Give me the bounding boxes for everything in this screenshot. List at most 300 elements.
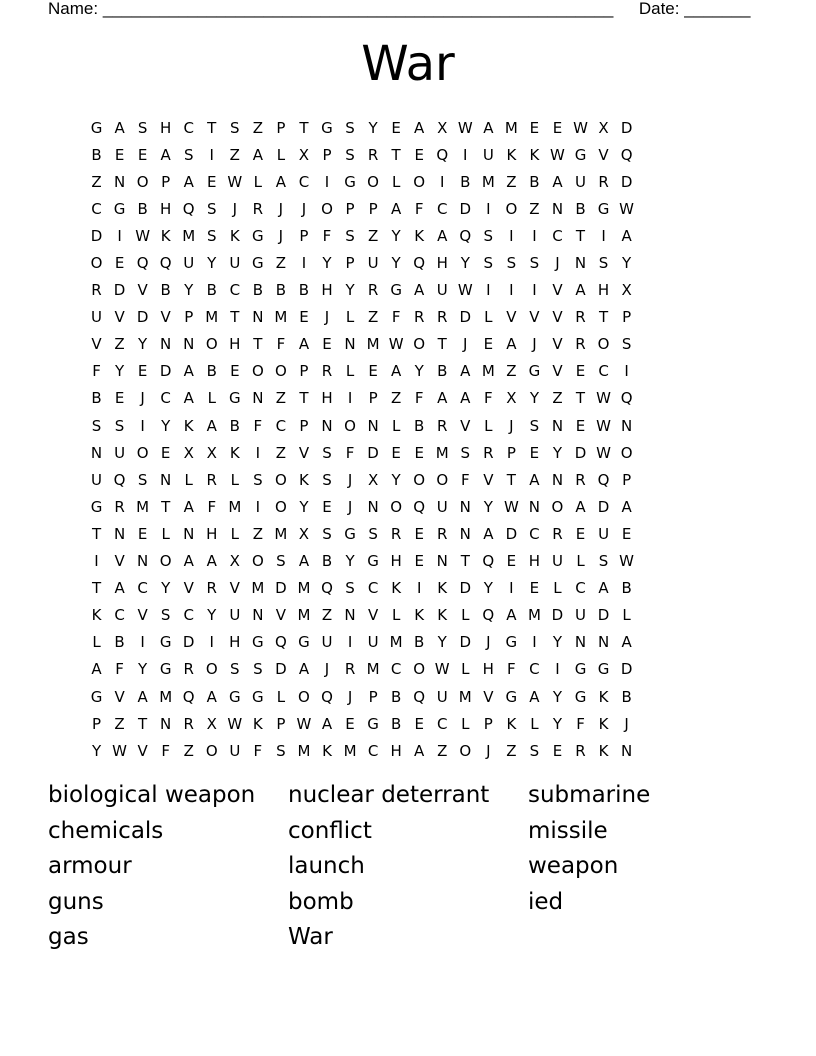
grid-letter[interactable]: Y [161, 416, 171, 435]
grid-letter[interactable]: J [486, 741, 491, 760]
grid-letter[interactable]: Y [552, 687, 563, 706]
grid-letter[interactable]: O [205, 335, 218, 354]
grid-letter[interactable]: U [229, 254, 241, 273]
grid-letter[interactable]: Y [138, 660, 148, 679]
grid-letter[interactable]: S [345, 226, 355, 245]
grid-letter[interactable]: L [461, 714, 470, 733]
grid-letter[interactable]: N [113, 524, 126, 543]
grid-letter[interactable]: F [460, 470, 470, 489]
grid-letter[interactable]: Q [413, 497, 426, 516]
grid-letter[interactable]: E [414, 443, 424, 462]
grid-letter[interactable]: S [322, 524, 332, 543]
grid-letter[interactable]: L [576, 552, 585, 571]
grid-letter[interactable]: K [506, 145, 517, 164]
grid-letter[interactable]: E [368, 362, 378, 381]
grid-letter[interactable]: V [529, 308, 540, 327]
grid-letter[interactable]: W [596, 443, 611, 462]
grid-letter[interactable]: M [458, 687, 472, 706]
grid-letter[interactable]: E [414, 552, 424, 571]
grid-letter[interactable]: W [619, 552, 635, 571]
grid-letter[interactable]: B [390, 687, 402, 706]
grid-letter[interactable]: B [575, 199, 586, 218]
grid-letter[interactable]: Z [229, 145, 240, 164]
grid-letter[interactable]: Y [91, 741, 102, 760]
grid-letter[interactable]: A [206, 687, 217, 706]
grid-letter[interactable]: K [91, 606, 102, 625]
grid-letter[interactable]: Z [91, 172, 102, 191]
grid-letter[interactable]: N [252, 308, 264, 327]
grid-letter[interactable]: L [391, 606, 401, 625]
grid-letter[interactable]: Z [367, 308, 379, 327]
grid-letter[interactable]: L [391, 416, 401, 435]
grid-letter[interactable]: N [344, 606, 356, 625]
grid-letter[interactable]: S [183, 145, 194, 164]
grid-letter[interactable]: E [230, 362, 240, 381]
grid-letter[interactable]: O [90, 254, 103, 273]
grid-letter[interactable]: M [297, 606, 311, 625]
grid-letter[interactable]: I [117, 226, 122, 245]
grid-letter[interactable]: O [251, 362, 264, 381]
grid-letter[interactable]: G [505, 633, 518, 652]
grid-letter[interactable]: A [552, 172, 563, 191]
grid-letter[interactable]: Z [390, 389, 402, 408]
grid-letter[interactable]: T [230, 308, 240, 327]
grid-letter[interactable]: Z [367, 226, 379, 245]
grid-letter[interactable]: X [367, 470, 379, 489]
grid-letter[interactable]: R [390, 524, 402, 543]
grid-letter[interactable]: J [555, 254, 560, 273]
grid-letter[interactable]: P [184, 308, 194, 327]
grid-letter[interactable]: X [598, 118, 609, 137]
grid-letter[interactable]: P [368, 389, 378, 408]
grid-letter[interactable]: F [92, 362, 101, 381]
grid-letter[interactable]: F [161, 741, 170, 760]
grid-letter[interactable]: S [598, 552, 609, 571]
grid-letter[interactable]: M [274, 308, 288, 327]
grid-letter[interactable]: R [183, 660, 194, 679]
grid-letter[interactable]: L [345, 308, 355, 327]
grid-letter[interactable]: U [575, 606, 586, 625]
grid-letter[interactable]: Z [506, 172, 517, 191]
grid-letter[interactable]: M [136, 497, 150, 516]
grid-letter[interactable]: Y [345, 552, 355, 571]
grid-letter[interactable]: F [276, 335, 286, 354]
grid-letter[interactable]: O [136, 443, 149, 462]
grid-letter[interactable]: T [506, 470, 516, 489]
grid-letter[interactable]: B [414, 633, 425, 652]
grid-letter[interactable]: K [414, 226, 425, 245]
grid-letter[interactable]: N [574, 254, 587, 273]
grid-letter[interactable]: N [137, 552, 149, 571]
grid-letter[interactable]: G [228, 687, 241, 706]
grid-letter[interactable]: A [575, 281, 586, 300]
grid-letter[interactable]: W [296, 714, 312, 733]
grid-letter[interactable]: D [459, 199, 472, 218]
grid-letter[interactable]: S [529, 254, 540, 273]
grid-letter[interactable]: O [321, 199, 333, 218]
grid-letter[interactable]: P [299, 362, 309, 381]
grid-letter[interactable]: U [436, 497, 448, 516]
grid-letter[interactable]: Q [620, 145, 633, 164]
grid-letter[interactable]: S [230, 118, 240, 137]
grid-letter[interactable]: A [160, 145, 171, 164]
grid-letter[interactable]: G [321, 118, 333, 137]
grid-letter[interactable]: S [276, 741, 286, 760]
grid-letter[interactable]: X [621, 281, 632, 300]
grid-letter[interactable]: O [459, 741, 472, 760]
grid-letter[interactable]: A [298, 660, 310, 679]
grid-letter[interactable]: K [598, 741, 609, 760]
grid-letter[interactable]: U [482, 145, 494, 164]
grid-letter[interactable]: N [321, 416, 333, 435]
grid-letter[interactable]: E [299, 308, 309, 327]
grid-letter[interactable]: R [367, 281, 379, 300]
grid-letter[interactable]: U [91, 470, 103, 489]
grid-letter[interactable]: V [298, 443, 310, 462]
grid-letter[interactable]: B [206, 362, 217, 381]
grid-letter[interactable]: Q [482, 552, 495, 571]
grid-letter[interactable]: G [113, 199, 126, 218]
grid-letter[interactable]: O [205, 741, 218, 760]
grid-letter[interactable]: O [390, 497, 403, 516]
grid-letter[interactable]: F [414, 389, 424, 408]
grid-letter[interactable]: U [321, 633, 333, 652]
grid-letter[interactable]: T [391, 145, 401, 164]
grid-letter[interactable]: S [160, 606, 171, 625]
grid-letter[interactable]: V [483, 687, 494, 706]
grid-letter[interactable]: I [140, 416, 145, 435]
grid-letter[interactable]: K [598, 714, 609, 733]
grid-letter[interactable]: E [345, 714, 355, 733]
grid-letter[interactable]: Q [274, 633, 287, 652]
grid-letter[interactable]: N [344, 335, 356, 354]
grid-letter[interactable]: M [228, 497, 242, 516]
grid-letter[interactable]: K [183, 416, 194, 435]
grid-letter[interactable]: D [459, 579, 472, 598]
grid-letter[interactable]: V [275, 606, 287, 625]
grid-letter[interactable]: N [551, 416, 564, 435]
grid-letter[interactable]: Z [275, 254, 287, 273]
grid-letter[interactable]: L [276, 145, 286, 164]
grid-letter[interactable]: E [575, 362, 586, 381]
grid-letter[interactable]: E [529, 579, 540, 598]
grid-letter[interactable]: S [529, 741, 540, 760]
grid-letter[interactable]: I [532, 226, 537, 245]
grid-letter[interactable]: I [94, 552, 99, 571]
grid-letter[interactable]: O [551, 497, 564, 516]
grid-letter[interactable]: W [457, 118, 473, 137]
grid-letter[interactable]: V [552, 335, 563, 354]
grid-letter[interactable]: A [321, 714, 333, 733]
grid-letter[interactable]: D [136, 308, 149, 327]
grid-letter[interactable]: R [575, 470, 586, 489]
grid-letter[interactable]: B [206, 281, 217, 300]
grid-letter[interactable]: Q [620, 389, 633, 408]
grid-letter[interactable]: N [551, 470, 564, 489]
grid-letter[interactable]: O [505, 199, 518, 218]
grid-letter[interactable]: R [437, 524, 448, 543]
grid-letter[interactable]: N [160, 470, 172, 489]
grid-letter[interactable]: T [299, 389, 309, 408]
grid-letter[interactable]: J [301, 199, 307, 218]
grid-letter[interactable]: I [555, 660, 560, 679]
grid-letter[interactable]: T [598, 308, 609, 327]
grid-letter[interactable]: D [597, 497, 610, 516]
grid-letter[interactable]: B [298, 281, 310, 300]
grid-letter[interactable]: G [159, 633, 172, 652]
grid-letter[interactable]: L [184, 470, 193, 489]
grid-letter[interactable]: R [575, 335, 586, 354]
grid-letter[interactable]: B [275, 281, 287, 300]
grid-letter[interactable]: T [460, 552, 470, 571]
grid-letter[interactable]: W [135, 226, 151, 245]
grid-letter[interactable]: V [91, 335, 102, 354]
grid-letter[interactable]: A [483, 118, 494, 137]
grid-letter[interactable]: F [253, 416, 263, 435]
grid-letter[interactable]: K [391, 579, 402, 598]
grid-letter[interactable]: E [114, 145, 125, 164]
grid-letter[interactable]: Y [391, 470, 401, 489]
grid-letter[interactable]: E [391, 118, 401, 137]
grid-letter[interactable]: J [509, 416, 514, 435]
grid-letter[interactable]: C [436, 714, 448, 733]
grid-letter[interactable]: D [459, 308, 472, 327]
grid-letter[interactable]: G [597, 199, 610, 218]
grid-letter[interactable]: C [114, 606, 125, 625]
grid-letter[interactable]: R [206, 579, 217, 598]
grid-letter[interactable]: B [160, 281, 171, 300]
grid-letter[interactable]: E [552, 118, 563, 137]
grid-letter[interactable]: S [368, 524, 378, 543]
grid-letter[interactable]: I [509, 579, 514, 598]
grid-letter[interactable]: E [529, 118, 540, 137]
grid-letter[interactable]: F [115, 660, 124, 679]
grid-letter[interactable]: G [390, 281, 402, 300]
grid-letter[interactable]: H [528, 552, 541, 571]
grid-letter[interactable]: T [138, 714, 148, 733]
grid-letter[interactable]: D [505, 524, 518, 543]
grid-letter[interactable]: M [366, 335, 380, 354]
grid-letter[interactable]: T [299, 118, 309, 137]
grid-letter[interactable]: V [229, 579, 240, 598]
grid-letter[interactable]: M [527, 606, 541, 625]
grid-letter[interactable]: K [437, 579, 448, 598]
grid-letter[interactable]: G [298, 633, 310, 652]
grid-letter[interactable]: G [574, 660, 587, 679]
grid-letter[interactable]: C [390, 660, 402, 679]
grid-letter[interactable]: I [486, 281, 491, 300]
grid-letter[interactable]: R [552, 524, 563, 543]
grid-letter[interactable]: S [529, 416, 540, 435]
name-blank[interactable]: ______________________________________________________ [102, 0, 614, 18]
grid-letter[interactable]: I [255, 497, 261, 516]
grid-letter[interactable]: B [91, 145, 102, 164]
grid-letter[interactable]: P [299, 416, 309, 435]
grid-letter[interactable]: O [344, 416, 356, 435]
grid-letter[interactable]: K [160, 226, 171, 245]
grid-letter[interactable]: N [90, 443, 103, 462]
grid-letter[interactable]: S [345, 579, 355, 598]
grid-letter[interactable]: N [252, 606, 264, 625]
grid-letter[interactable]: I [440, 172, 445, 191]
grid-letter[interactable]: P [161, 172, 171, 191]
grid-letter[interactable]: V [367, 606, 379, 625]
grid-letter[interactable]: Y [552, 714, 563, 733]
grid-letter[interactable]: R [344, 660, 356, 679]
grid-letter[interactable]: V [137, 281, 148, 300]
grid-letter[interactable]: B [529, 172, 540, 191]
grid-letter[interactable]: I [416, 579, 422, 598]
grid-letter[interactable]: S [598, 254, 609, 273]
grid-letter[interactable]: I [209, 633, 214, 652]
grid-letter[interactable]: V [183, 579, 194, 598]
grid-letter[interactable]: Q [482, 606, 495, 625]
grid-letter[interactable]: A [137, 687, 148, 706]
grid-letter[interactable]: G [344, 172, 356, 191]
grid-letter[interactable]: F [391, 308, 401, 327]
grid-letter[interactable]: B [114, 633, 125, 652]
grid-letter[interactable]: Y [483, 579, 493, 598]
grid-letter[interactable]: O [620, 443, 633, 462]
grid-letter[interactable]: H [229, 633, 241, 652]
grid-letter[interactable]: Z [252, 524, 263, 543]
grid-letter[interactable]: B [229, 416, 240, 435]
grid-letter[interactable]: S [460, 443, 471, 462]
grid-letter[interactable]: S [483, 254, 494, 273]
grid-letter[interactable]: E [414, 524, 424, 543]
grid-letter[interactable]: Z [321, 606, 333, 625]
grid-letter[interactable]: D [620, 172, 633, 191]
grid-letter[interactable]: R [321, 362, 333, 381]
grid-letter[interactable]: G [252, 226, 264, 245]
grid-letter[interactable]: K [414, 606, 425, 625]
grid-letter[interactable]: V [483, 470, 494, 489]
grid-letter[interactable]: P [299, 226, 309, 245]
grid-letter[interactable]: W [227, 714, 243, 733]
grid-letter[interactable]: W [227, 172, 243, 191]
grid-letter[interactable]: C [367, 579, 379, 598]
grid-letter[interactable]: L [484, 416, 493, 435]
grid-letter[interactable]: F [414, 199, 424, 218]
grid-letter[interactable]: R [91, 281, 102, 300]
grid-letter[interactable]: A [183, 362, 194, 381]
grid-letter[interactable]: D [574, 443, 587, 462]
grid-letter[interactable]: K [506, 714, 517, 733]
grid-letter[interactable]: G [90, 687, 103, 706]
grid-letter[interactable]: L [92, 633, 101, 652]
grid-letter[interactable]: J [324, 308, 330, 327]
grid-letter[interactable]: L [461, 606, 470, 625]
grid-letter[interactable]: Y [460, 254, 470, 273]
grid-letter[interactable]: I [140, 633, 145, 652]
grid-letter[interactable]: E [137, 145, 148, 164]
grid-letter[interactable]: E [391, 443, 401, 462]
grid-letter[interactable]: G [574, 687, 587, 706]
grid-letter[interactable]: O [205, 660, 218, 679]
grid-letter[interactable]: I [624, 362, 629, 381]
grid-letter[interactable]: K [229, 443, 240, 462]
grid-letter[interactable]: Y [622, 254, 632, 273]
grid-letter[interactable]: W [434, 660, 450, 679]
grid-letter[interactable]: O [274, 362, 287, 381]
grid-letter[interactable]: U [183, 254, 195, 273]
grid-letter[interactable]: P [345, 254, 355, 273]
grid-letter[interactable]: Z [252, 118, 263, 137]
grid-letter[interactable]: B [390, 714, 402, 733]
grid-letter[interactable]: I [601, 226, 606, 245]
grid-letter[interactable]: Z [114, 335, 125, 354]
grid-letter[interactable]: F [345, 443, 355, 462]
grid-letter[interactable]: N [183, 335, 195, 354]
grid-letter[interactable]: Y [138, 335, 148, 354]
grid-letter[interactable]: V [598, 145, 609, 164]
grid-letter[interactable]: W [112, 741, 127, 760]
grid-letter[interactable]: O [159, 552, 172, 571]
grid-letter[interactable]: M [389, 633, 403, 652]
grid-letter[interactable]: I [463, 145, 468, 164]
grid-letter[interactable]: R [598, 172, 609, 191]
grid-letter[interactable]: F [322, 226, 332, 245]
grid-letter[interactable]: J [624, 714, 629, 733]
grid-letter[interactable]: Y [391, 226, 401, 245]
grid-letter[interactable]: W [596, 389, 611, 408]
grid-letter[interactable]: H [206, 524, 218, 543]
grid-letter[interactable]: L [253, 172, 263, 191]
grid-letter[interactable]: M [297, 579, 311, 598]
grid-letter[interactable]: Y [161, 579, 171, 598]
grid-letter[interactable]: O [413, 335, 426, 354]
grid-letter[interactable]: W [503, 497, 519, 516]
grid-letter[interactable]: T [253, 335, 263, 354]
grid-letter[interactable]: Y [552, 443, 563, 462]
grid-letter[interactable]: C [275, 416, 287, 435]
grid-letter[interactable]: A [575, 497, 586, 516]
grid-letter[interactable]: D [275, 579, 287, 598]
grid-letter[interactable]: X [437, 118, 448, 137]
grid-letter[interactable]: W [457, 281, 473, 300]
grid-letter[interactable]: G [574, 145, 587, 164]
grid-letter[interactable]: G [90, 118, 103, 137]
grid-letter[interactable]: H [390, 741, 402, 760]
grid-letter[interactable]: F [484, 389, 493, 408]
grid-letter[interactable]: L [345, 362, 355, 381]
grid-letter[interactable]: I [324, 172, 330, 191]
grid-letter[interactable]: C [598, 362, 609, 381]
grid-letter[interactable]: S [276, 552, 286, 571]
grid-letter[interactable]: Y [437, 633, 447, 652]
grid-letter[interactable]: P [622, 470, 632, 489]
grid-letter[interactable]: B [414, 416, 425, 435]
grid-letter[interactable]: A [414, 118, 425, 137]
grid-letter[interactable]: A [114, 118, 125, 137]
grid-letter[interactable]: E [414, 714, 424, 733]
grid-letter[interactable]: S [506, 254, 517, 273]
grid-letter[interactable]: A [183, 497, 194, 516]
grid-letter[interactable]: G [367, 714, 379, 733]
grid-letter[interactable]: U [114, 443, 126, 462]
grid-letter[interactable]: C [229, 281, 241, 300]
grid-letter[interactable]: O [597, 335, 610, 354]
grid-letter[interactable]: A [183, 172, 194, 191]
grid-letter[interactable]: Y [299, 497, 309, 516]
grid-letter[interactable]: J [463, 335, 468, 354]
grid-letter[interactable]: N [528, 497, 541, 516]
grid-letter[interactable]: X [206, 443, 217, 462]
grid-letter[interactable]: E [506, 552, 517, 571]
grid-letter[interactable]: O [413, 660, 426, 679]
grid-letter[interactable]: Z [275, 389, 287, 408]
grid-letter[interactable]: R [483, 443, 494, 462]
